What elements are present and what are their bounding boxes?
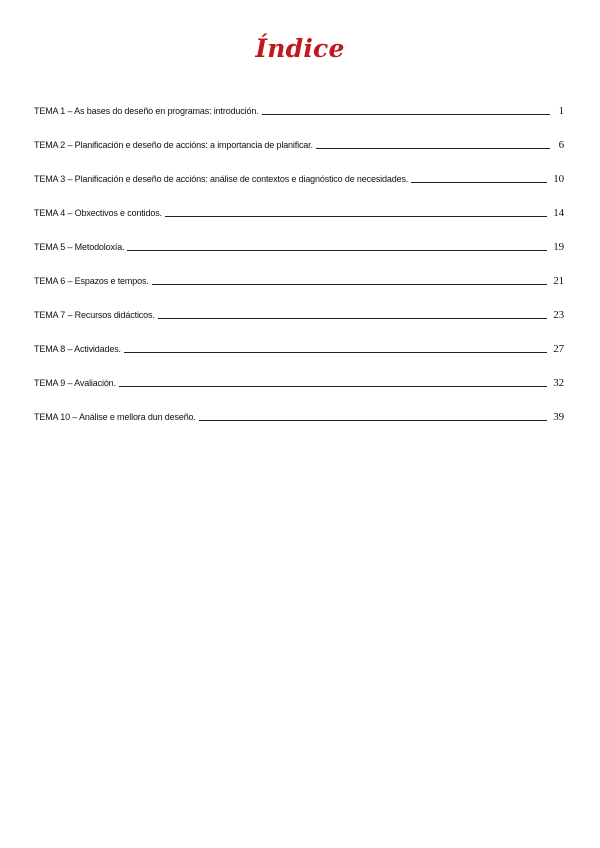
toc-entry-tema-8[interactable] (34, 342, 564, 376)
toc-entry-page-number: 10 (553, 173, 564, 185)
toc-entry-label: TEMA 8 – Actividades. (34, 344, 121, 354)
toc-entry-tema-7[interactable] (34, 308, 564, 342)
toc-entry-label: TEMA 2 – Planificación e deseño de accións: a importancia de planificar. (34, 140, 313, 150)
toc-entry-tema-5[interactable] (34, 240, 564, 274)
toc-entry-tema-6[interactable] (34, 274, 564, 308)
toc-entry-tema-4[interactable] (34, 206, 564, 240)
toc-entry-label: TEMA 3 – Planificación e deseño de accións: análise de contextos e diagnóstico de necesidades. (34, 174, 409, 184)
toc-leader-line (158, 308, 548, 319)
toc-leader-line (119, 376, 547, 387)
toc-entry-page-number: 14 (553, 207, 564, 219)
toc-entry-page-number: 39 (553, 411, 564, 423)
toc-entry-label: TEMA 10 – Análise e mellora dun deseño. (34, 412, 196, 422)
toc-entry-tema-3[interactable] (34, 172, 564, 206)
table-of-contents (34, 104, 564, 444)
toc-entry-label: TEMA 7 – Recursos didácticos. (34, 310, 155, 320)
toc-entry-tema-9[interactable] (34, 376, 564, 410)
toc-entry-page-number: 32 (553, 377, 564, 389)
toc-leader-line (411, 172, 547, 183)
toc-entry-page-number: 23 (553, 309, 564, 321)
toc-entry-label: TEMA 9 – Avaliación. (34, 378, 116, 388)
toc-entry-page-number: 21 (553, 275, 564, 287)
toc-leader-line (152, 274, 548, 285)
toc-entry-label: TEMA 1 – As bases do deseño en programas: introdución. (34, 106, 259, 116)
page-title: Índice (255, 34, 345, 63)
toc-entry-page-number: 27 (553, 343, 564, 355)
toc-entry-label: TEMA 4 – Obxectivos e contidos. (34, 208, 162, 218)
toc-entry-label: TEMA 6 – Espazos e tempos. (34, 276, 149, 286)
toc-leader-line (165, 206, 547, 217)
toc-entry-page-number: 6 (558, 139, 564, 151)
toc-leader-line (127, 240, 547, 251)
toc-leader-line (124, 342, 547, 353)
toc-leader-line (199, 410, 548, 421)
toc-entry-label: TEMA 5 – Metodoloxía. (34, 242, 125, 252)
toc-leader-line (316, 138, 550, 149)
toc-entry-tema-2[interactable] (34, 138, 564, 172)
toc-entry-page-number: 19 (553, 241, 564, 253)
toc-leader-line (262, 104, 550, 115)
toc-entry-page-number: 1 (558, 105, 564, 117)
toc-entry-tema-10[interactable] (34, 410, 564, 444)
toc-entry-tema-1[interactable] (34, 104, 564, 138)
